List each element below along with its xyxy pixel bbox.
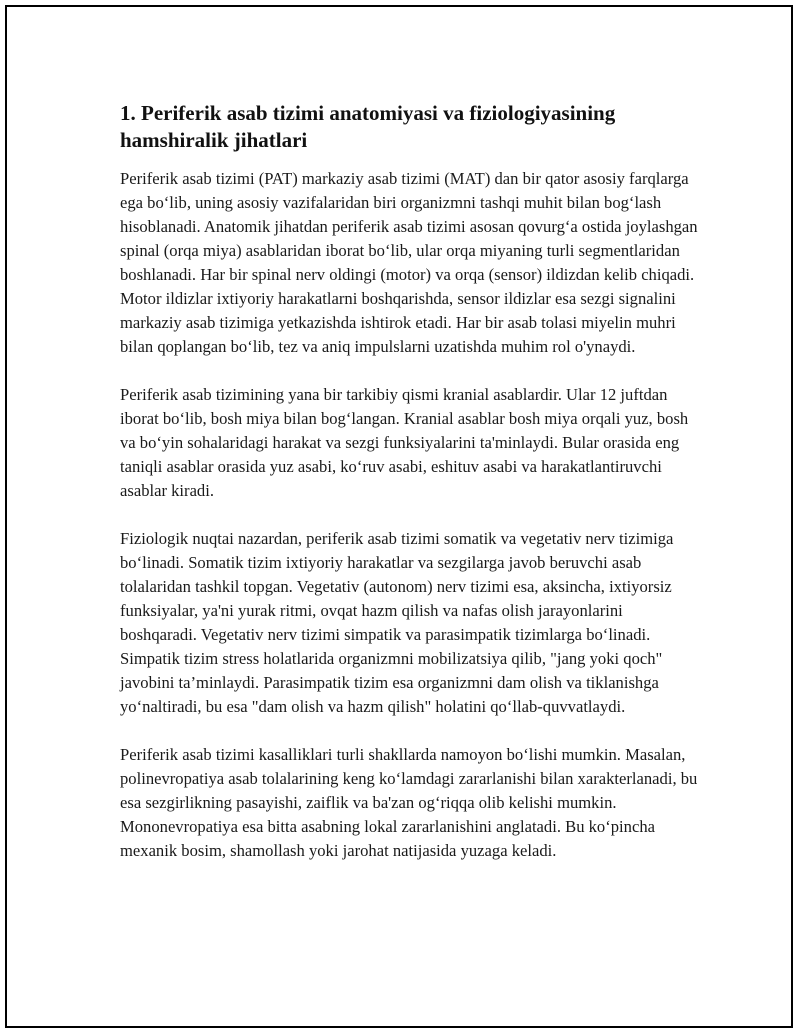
page-frame xyxy=(5,5,793,1028)
document-body xyxy=(120,100,700,887)
paragraph-diseases: Periferik asab tizimi kasalliklari turli shakllarda namoyon bo‘lishi mumkin. Masalan, polinevropatiya asab tolalarining keng ko‘lamdagi zararlanishi bilan xarakterlanadi, bu esa sezgirlikning pasayishi, zaiflik va ba'zan og‘riqqa olib kelishi mumkin. Mononevropatiya esa bitta asabning lokal zararlanishini anglatadi. Bu ko‘pincha mexanik bosim, shamollash yoki jarohat natijasida yuzaga keladi. xyxy=(120,745,698,860)
paragraph-physiology: Fiziologik nuqtai nazardan, periferik asab tizimi somatik va vegetativ nerv tizimiga bo‘linadi. Somatik tizim ixtiyoriy harakatlar va sezgilarga javob beruvchi asab tolalaridan tashkil topgan. Vegetativ (autonom) nerv tizimi esa, aksincha, ixtiyorsiz funksiyalar, ya'ni yurak ritmi, ovqat hazm qilish va nafas olish jarayonlarini boshqaradi. Vegetativ nerv tizimi simpatik va parasimpatik tizimlarga bo‘linadi. Simpatik tizim stress holatlarida organizmni mobilizatsiya qilib, "jang yoki qoch" javobini ta’minlaydi. Parasimpatik tizim esa organizmni dam olish va tiklanishga yo‘naltiradi, bu esa "dam olish va hazm qilish" holatini qo‘llab-quvvatlaydi. xyxy=(120,529,674,716)
paragraph-anatomy: Periferik asab tizimi (PAT) markaziy asab tizimi (MAT) dan bir qator asosiy farqlarga ega bo‘lib, uning asosiy vazifalaridan biri organizmni tashqi muhit bilan bog‘lash hisoblanadi. Anatomik jihatdan periferik asab tizimi asosan qovurg‘a ostida joylashgan spinal (orqa miya) asablaridan iborat bo‘lib, ular orqa miyaning turli segmentlaridan boshlanadi. Har bir spinal nerv oldingi (motor) va orqa (sensor) ildizdan kelib chiqadi. Motor ildizlar ixtiyoriy harakatlarni boshqarishda, sensor ildizlar esa sezgi signalini markaziy asab tizimiga yetkazishda ishtirok etadi. Har bir asab tolasi miyelin muhri bilan qoplangan bo‘lib, tez va aniq impulslarni uzatishda muhim rol o'ynaydi. xyxy=(120,169,698,356)
paragraph-cranial-nerves: Periferik asab tizimining yana bir tarkibiy qismi kranial asablardir. Ular 12 juftdan iborat bo‘lib, bosh miya bilan bog‘langan. Kranial asablar bosh miya orqali yuz, bosh va bo‘yin sohalaridagi harakat va sezgi funksiyalarini ta'minlaydi. Bular orasida eng taniqli asablar orasida yuz asabi, ko‘ruv asabi, eshituv asabi va harakatlantiruvchi asablar kiradi. xyxy=(120,385,689,500)
section-heading: 1. Periferik asab tizimi anatomiyasi va fiziologiyasining hamshiralik jihatlari xyxy=(120,101,616,152)
